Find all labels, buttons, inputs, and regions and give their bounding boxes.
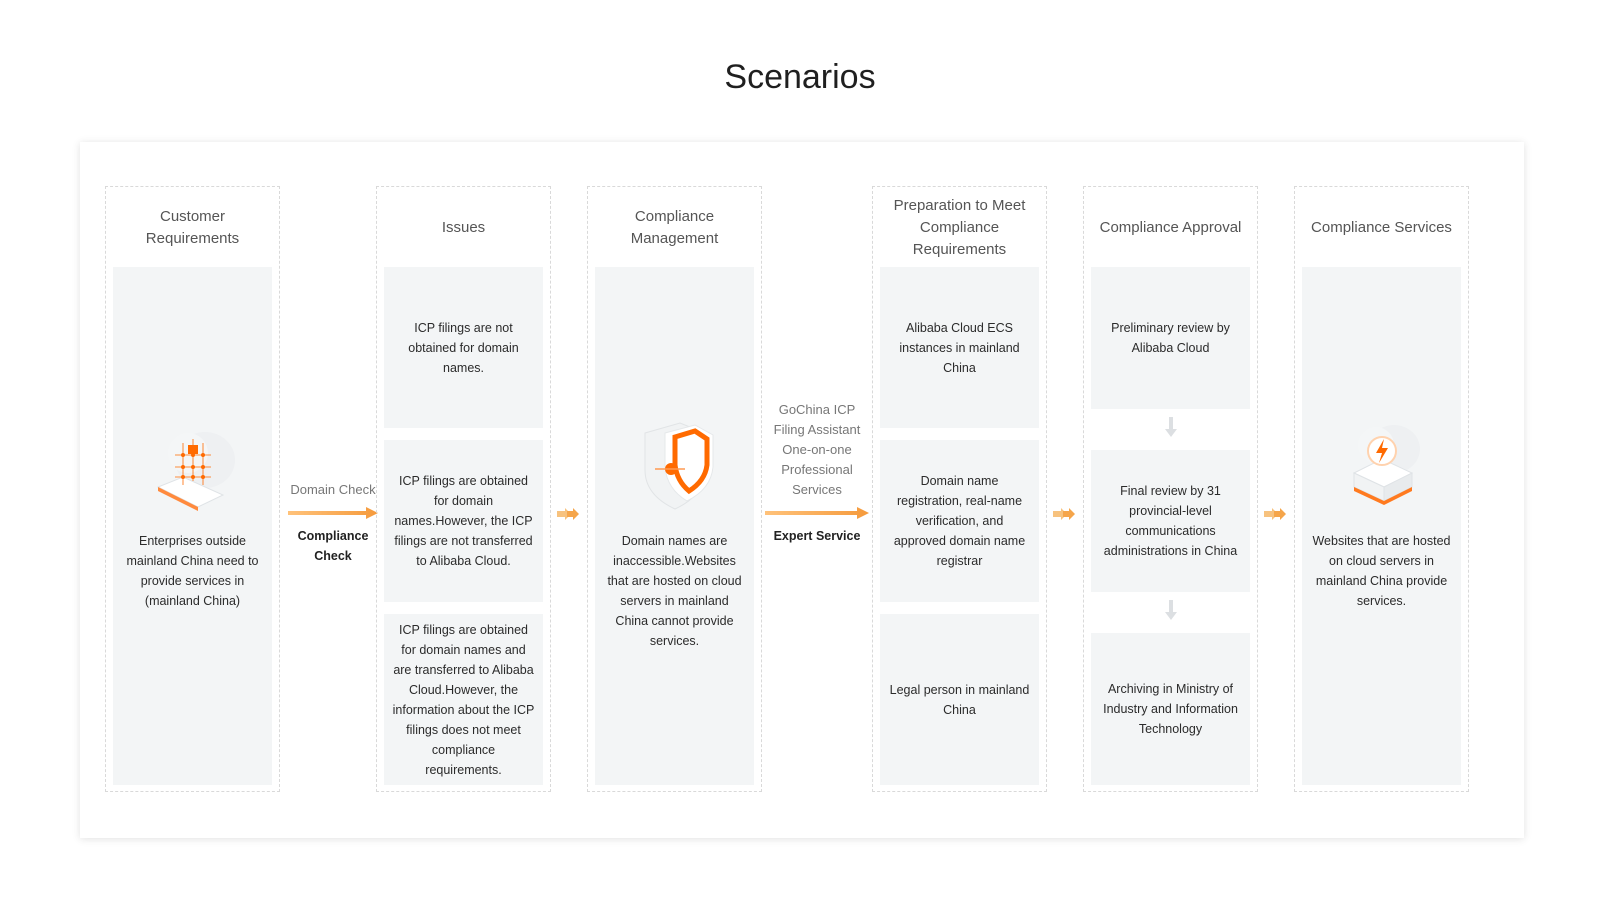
arrow-right-icon	[765, 506, 869, 520]
arrow-down-icon	[1164, 600, 1178, 622]
expert-service-connector	[763, 400, 871, 546]
issue-text: ICP filings are obtained for domain names.However, the ICP filings are not transferred to Alibaba Cloud.	[394, 474, 533, 568]
compliance-check-label: Compliance Check	[297, 529, 369, 563]
double-arrow-icon	[1053, 508, 1077, 520]
issues-column	[376, 186, 551, 792]
column-title: Preparation to Meet Compliance Requirements	[893, 197, 1026, 258]
customer-requirements-column	[105, 186, 280, 792]
customer-requirements-text: Enterprises outside mainland China need to provide services in (mainland China)	[126, 534, 259, 608]
compliance-management-column	[587, 186, 762, 792]
preparation-text: Alibaba Cloud ECS instances in mainland China	[899, 320, 1020, 375]
approval-text: Final review by 31 provincial-level communications administrations in China	[1103, 484, 1238, 558]
approval-box	[1091, 267, 1250, 409]
column-title: Compliance Management	[630, 208, 719, 247]
double-arrow-icon	[557, 508, 581, 520]
column-title: Customer Requirements	[145, 208, 240, 247]
issue-text: ICP filings are obtained for domain names and are transferred to Alibaba Cloud.However, the information about the ICP filings does not meet compliance requirements.	[392, 622, 535, 777]
arrow-right-icon	[288, 506, 378, 520]
column-title: Compliance Services	[1311, 219, 1452, 236]
preparation-text: Legal person in mainland China	[889, 682, 1030, 717]
preparation-column	[872, 186, 1047, 792]
lightning-server-icon	[1332, 415, 1432, 515]
issue-box	[384, 614, 543, 785]
preparation-box	[880, 614, 1039, 785]
approval-text: Preliminary review by Alibaba Cloud	[1111, 321, 1230, 355]
domain-check-label: Domain Check	[290, 482, 376, 497]
column-title: Issues	[441, 219, 486, 236]
preparation-box	[880, 267, 1039, 428]
column-title: Compliance Approval	[1099, 219, 1242, 236]
cloud-cube-icon	[143, 415, 243, 515]
approval-text: Archiving in Ministry of Industry and Information Technology	[1103, 682, 1238, 736]
arrow-down-icon	[1164, 417, 1178, 439]
compliance-approval-column	[1083, 186, 1258, 792]
preparation-box	[880, 440, 1039, 602]
expert-service-title: Expert Service	[773, 529, 861, 543]
compliance-services-text: Websites that are hosted on cloud servers in mainland China provide services.	[1312, 534, 1451, 608]
double-arrow-icon	[1264, 508, 1288, 520]
compliance-services-box	[1302, 267, 1461, 785]
approval-box	[1091, 450, 1250, 592]
issue-box	[384, 267, 543, 428]
page-title: Scenarios	[724, 58, 876, 96]
approval-box	[1091, 633, 1250, 785]
compliance-management-box	[595, 267, 754, 785]
scenario-diagram	[80, 142, 1524, 838]
customer-requirements-box	[113, 267, 272, 785]
expert-service-label: GoChina ICP Filing Assistant One-on-one Professional Services	[773, 402, 861, 497]
issue-text: ICP filings are not obtained for domain names.	[408, 320, 519, 375]
shield-icon	[625, 415, 725, 515]
domain-check-connector	[283, 480, 383, 566]
compliance-services-column	[1294, 186, 1469, 792]
issue-box	[384, 440, 543, 602]
preparation-text: Domain name registration, real-name verification, and approved domain name registrar	[893, 474, 1026, 568]
compliance-management-text: Domain names are inaccessible.Websites that are hosted on cloud servers in mainland China cannot provide services.	[607, 534, 742, 648]
